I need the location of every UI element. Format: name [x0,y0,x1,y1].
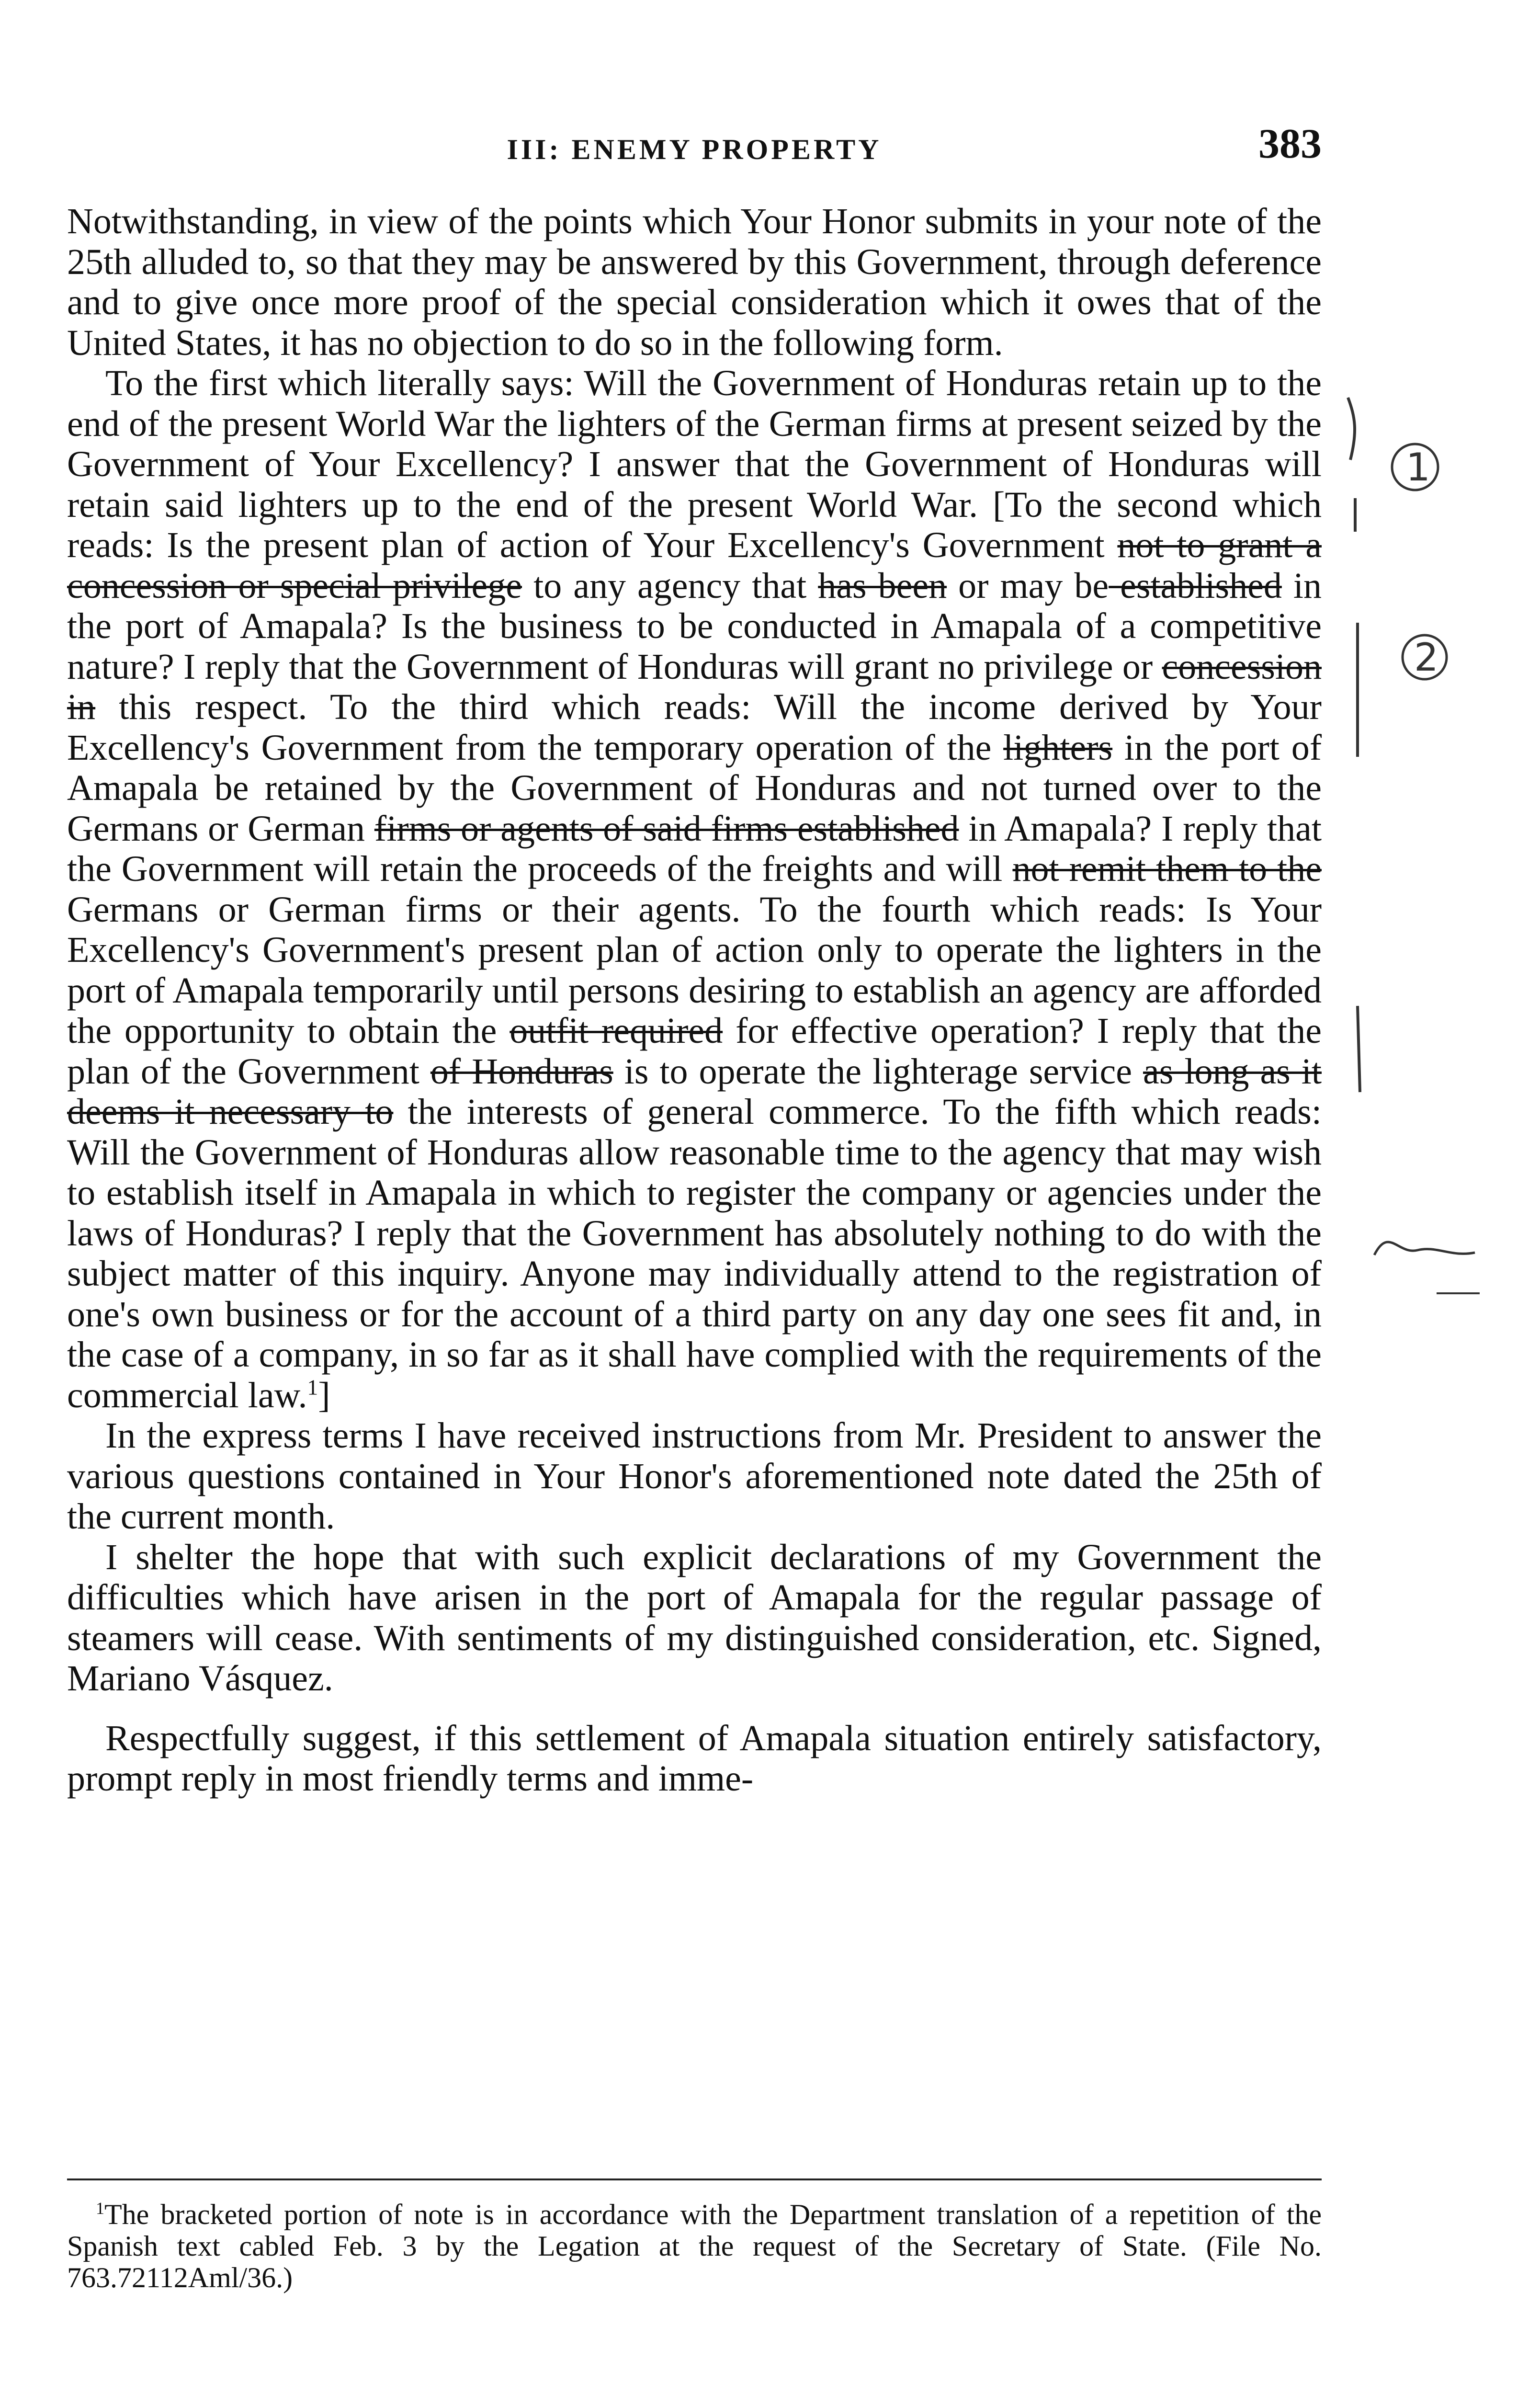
body-text [67,201,1322,1799]
struck-text-7: not remit them to the [1012,849,1322,889]
margin-note-1: 1 [1406,445,1430,490]
margin-tick-2 [1358,1006,1360,1092]
paragraph-4: I shelter the hope that with such explicit declarations of my Government the difficulties which have arisen in the port of Amapala for the regular passage of steamers will cease. With sentiments of my distinguished consideration, etc. Signed, Mariano Vásquez. [67,1537,1322,1699]
struck-text-1: not to grant a concession or special privilege [67,525,1322,606]
p2-text-a: To the first which literally says: Will the Government of Honduras retain up to the end of the present World War the lighters of the German firms at present seized by the Government of Your Excellency? I answer that the Government of Honduras will retain said lighters up to the end of the present World War. [To the second which reads: Is the present plan of action of Your Excellency's Government [67,363,1322,565]
struck-text-6: firms or agents of said firms established [374,808,959,849]
p2-text-b: to any agency that [522,565,818,606]
running-head: III: ENEMY PROPERTY [507,134,882,165]
p2-text-h: Germans or German firms or their agents. To the fourth which reads: Is Your Excellency's Government's present plan of action only to operate the lighters in the port of Amapala temporarily until persons desiring to establish an agency are afforded the opportunity to obtain the [67,889,1322,1051]
paragraph-1: Notwithstanding, in view of the points which Your Honor submits in your note of the 25th alluded to, so that they may be answered by this Government, through deference and to give once more proof of the special consideration which it owes that of the United States, it has no objection to do so in the following form. [67,201,1322,363]
footnote-rule [67,2178,1322,2180]
closing-bracket: ] [318,1375,330,1415]
circled-note-2 [1403,635,1447,679]
struck-text-2: has been [818,565,947,606]
margin-scribble [1374,1242,1475,1255]
struck-text-9: of Honduras [430,1051,613,1092]
footnote-reference[interactable]: 1 [307,1375,318,1400]
footnote-text [67,2199,1322,2293]
p2-text-g: in Amapala? I reply that the Government will retain the proceeds of the freights and will [67,808,1322,889]
struck-text-3: established [1109,565,1282,606]
p2-text-e: this respect. To the third which reads: Will the income derived by Your Excellency's Government from the temporary operation of the [67,687,1322,768]
footnote-marker: 1 [96,2199,104,2218]
paragraph-gap [67,1699,1322,1718]
circled-note-1 [1392,444,1438,490]
p2-text-i: for effective operation? I reply that the plan of the Government [67,1011,1322,1092]
footnote-body: The bracketed portion of note is in accordance with the Department translation of a repetition of the Spanish text cabled Feb. 3 by the Legation at the request of the Secretary of State. (File No. 763.72112Aml/36.) [67,2199,1322,2293]
struck-text-5: lighters [1003,727,1113,768]
footnote [67,2199,1322,2293]
p2-text-d: in the port of Amapala? Is the business to be conducted in Amapala of a competitive nature? I reply that the Government of Honduras will grant no privilege or [67,565,1322,687]
p2-text-k: the interests of general commerce. To the fifth which reads: Will the Government of Honduras allow reasonable time to the agency that may wish to establish itself in Amapala in which to register the company or agencies under the laws of Honduras? I reply that the Government has absolutely nothing to do with the subject matter of this inquiry. Anyone may individually attend to the registration of one's own business or for the account of a third party on any day one sees fit and, in the case of a company, in so far as it shall have complied with the requirements of the commercial law. [67,1092,1322,1415]
p2-text-c: or may be [947,565,1109,606]
page-number: 383 [1258,121,1322,167]
paragraph-5: Respectfully suggest, if this settlement of Amapala situation entirely satisfactory, prompt reply in most friendly terms and imme- [67,1718,1322,1799]
page-header [67,120,1322,177]
struck-text-10: as long as it deems it necessary to [67,1051,1322,1132]
paragraph-3: In the express terms I have received instructions from Mr. President to answer the various questions contained in Your Honor's aforementioned note dated the 25th of the current month. [67,1415,1322,1537]
margin-bracket-1 [1348,398,1355,460]
paragraph-2 [67,363,1322,1415]
p2-text-j: is to operate the lighterage service [613,1051,1144,1092]
p2-text-f: in the port of Amapala be retained by the Government of Honduras and not turned over to the Germans or German [67,727,1322,849]
struck-text-4: concession in [67,646,1322,727]
struck-text-8: outfit required [510,1011,723,1051]
margin-note-2: 2 [1414,635,1438,680]
